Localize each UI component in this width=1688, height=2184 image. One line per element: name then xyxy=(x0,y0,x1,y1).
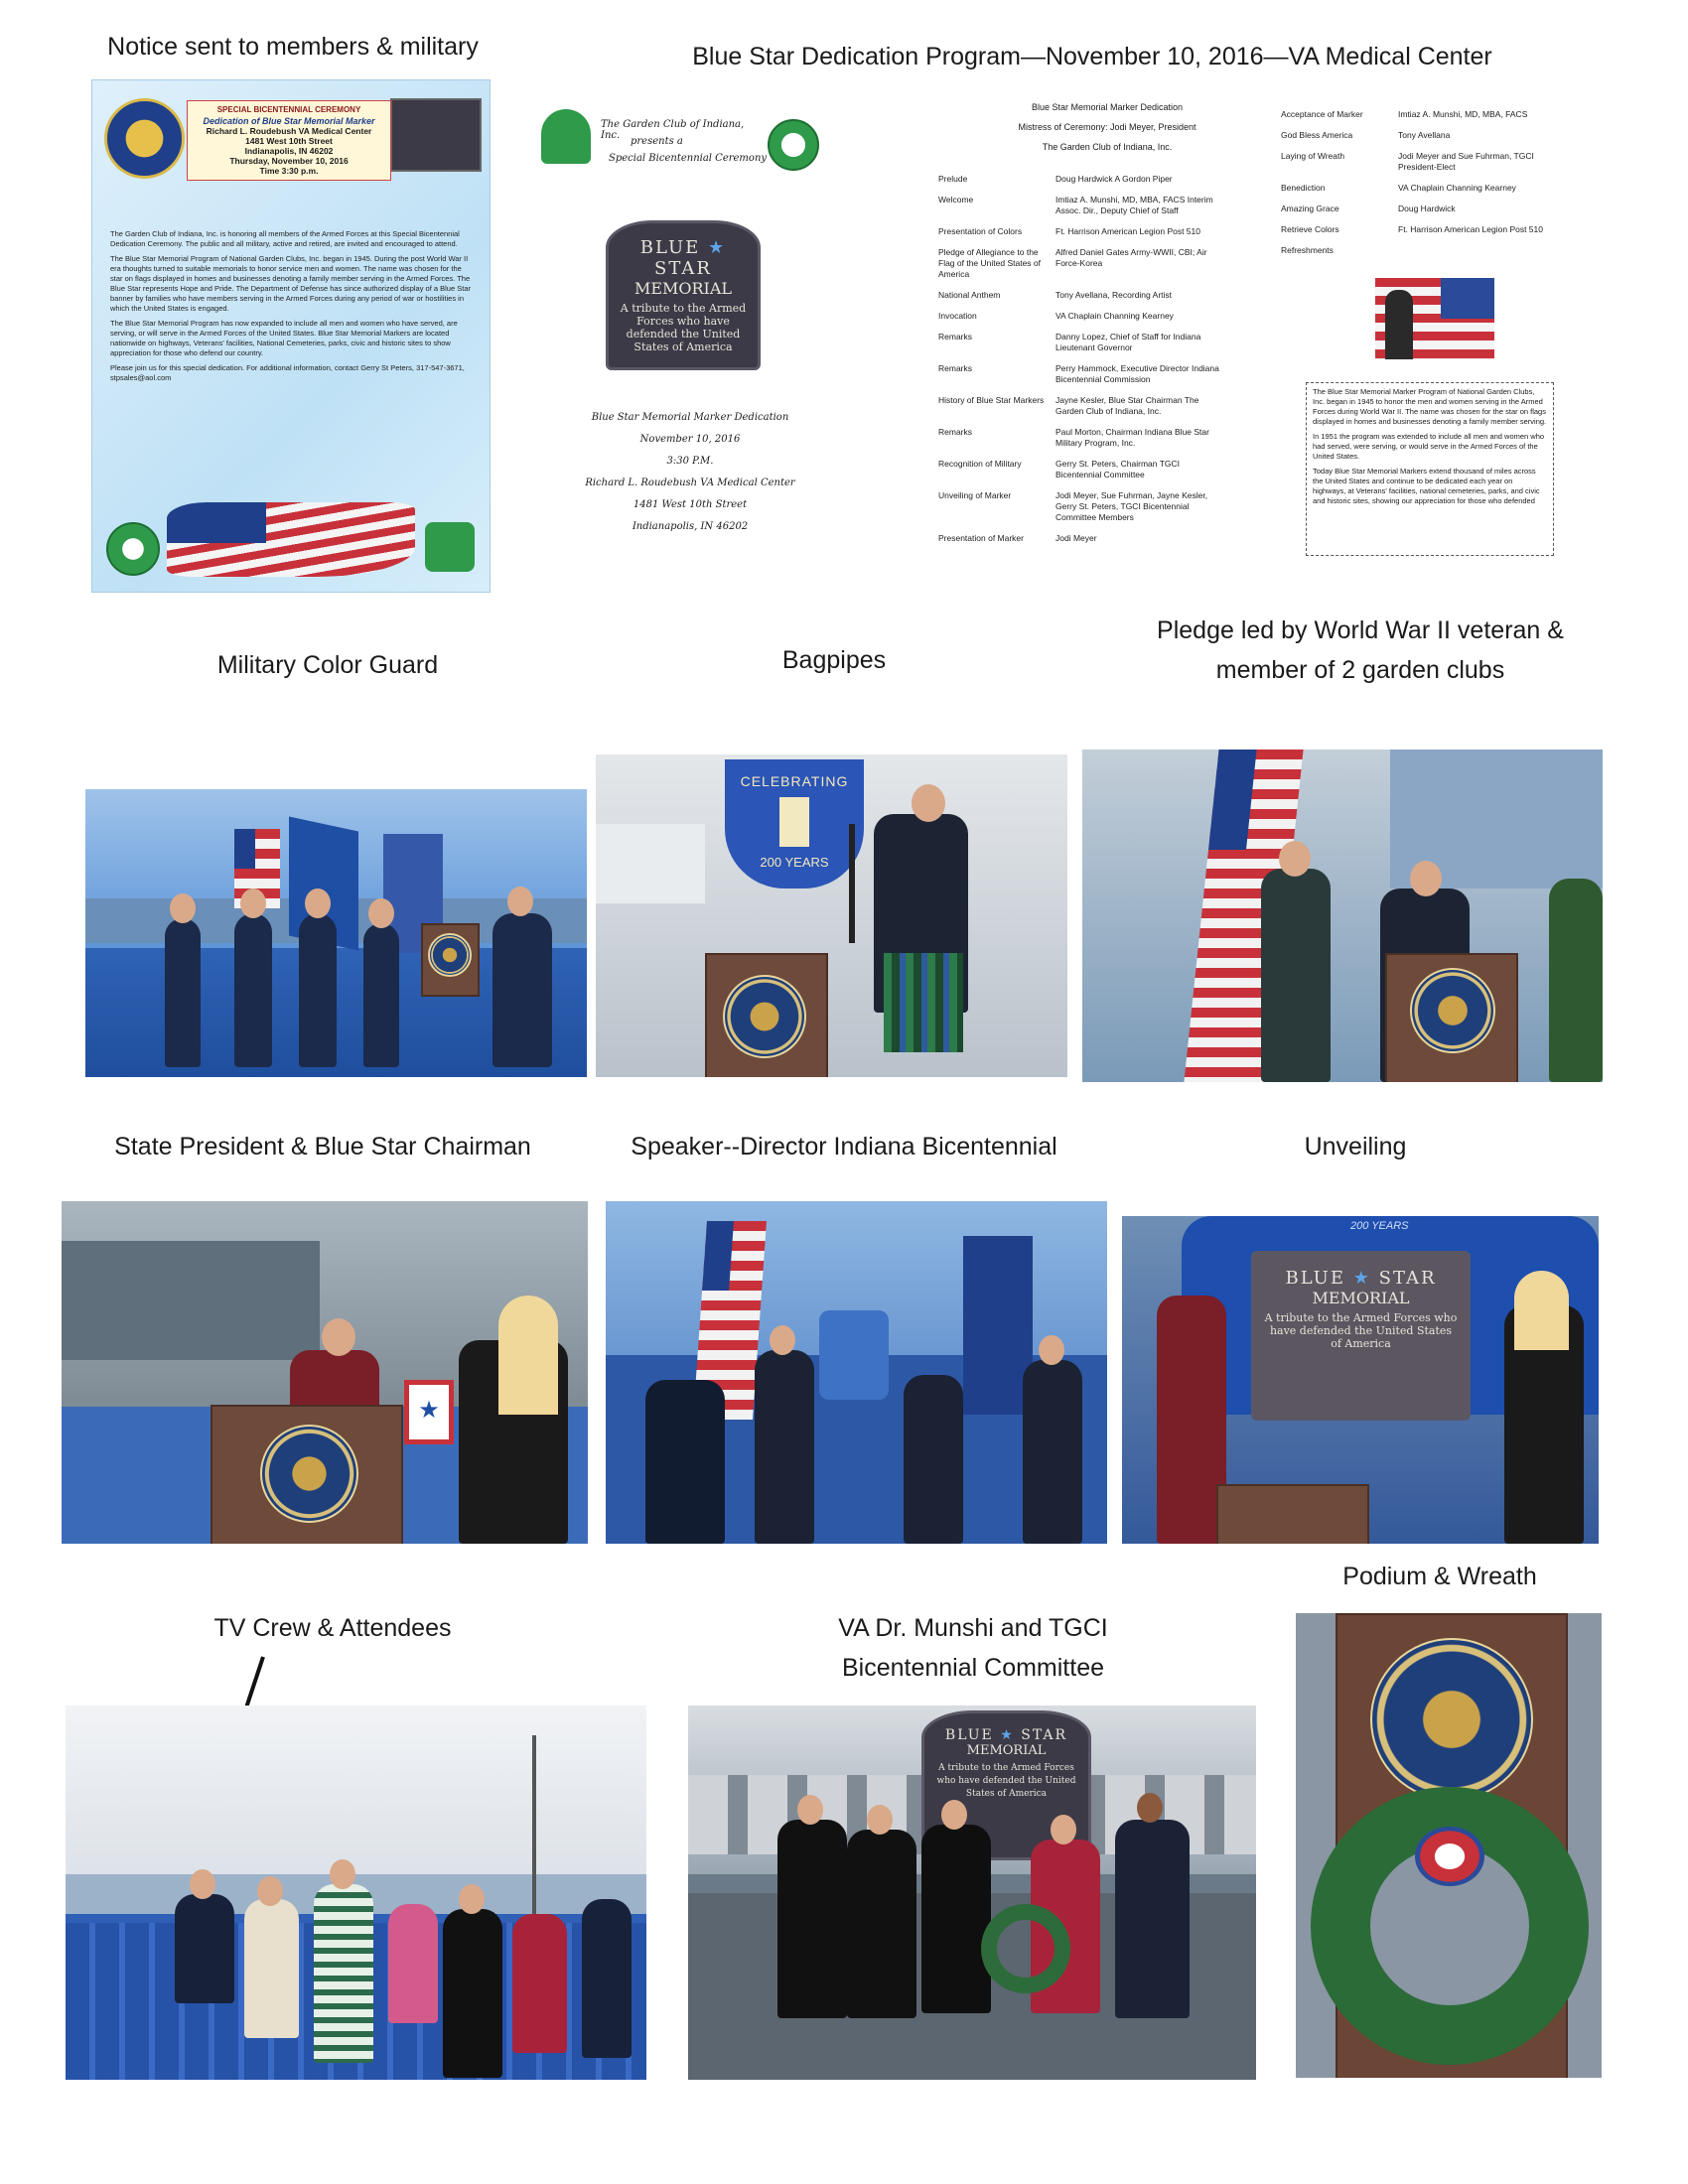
caption-program: Blue Star Dedication Program—November 10, 2016—VA Medical Center xyxy=(692,43,1492,70)
program-cover xyxy=(541,99,839,566)
program-participant: Jodi Meyer and Sue Fuhrman, TGCI President-Elect xyxy=(1398,151,1534,172)
cover-presents: presents a xyxy=(631,136,683,147)
caption-notice: Notice sent to members & military xyxy=(107,33,479,61)
program-row xyxy=(938,290,1236,301)
program-row xyxy=(1281,224,1579,235)
cover-marker-word2: STAR xyxy=(654,258,712,279)
caption-bagpipes: Bagpipes xyxy=(781,646,887,674)
program-row xyxy=(1281,130,1579,141)
munshi-marker-text: A tribute to the Armed Forces who have defended the United States of America xyxy=(936,1763,1076,1799)
program-item: Welcome xyxy=(938,195,974,205)
flag-banner-icon xyxy=(167,502,415,577)
program-participant: Jodi Meyer xyxy=(1055,533,1097,543)
program-item: God Bless America xyxy=(1281,130,1353,140)
program-head xyxy=(963,97,1251,157)
cover-line-1: Blue Star Memorial Marker Dedication xyxy=(591,412,789,423)
ngc-dove-icon xyxy=(768,119,819,171)
caption-tv-crew: TV Crew & Attendees xyxy=(213,1614,452,1642)
program-item: Amazing Grace xyxy=(1281,204,1339,213)
photo-unveiling xyxy=(1122,1216,1599,1544)
unveil-marker-word2: STAR xyxy=(1378,1268,1437,1289)
program-participant: VA Chaplain Channing Kearney xyxy=(1398,183,1516,193)
garden-club-clover-icon xyxy=(541,109,591,164)
history-para-2: In 1951 the program was extended to include all men and women who had served, were serving, or would serve in the Armed Forces of the United States. xyxy=(1313,432,1545,461)
program-row xyxy=(938,247,1236,280)
photo-color-guard xyxy=(85,789,587,1077)
cover-line-3: 3:30 P.M. xyxy=(666,456,714,467)
star-icon: ★ xyxy=(1352,1268,1371,1289)
caption-president: State President & Blue Star Chairman xyxy=(114,1133,531,1160)
notice-time: Time 3:30 p.m. xyxy=(259,166,319,176)
program-item: Remarks xyxy=(938,363,973,373)
ngc-logo-icon xyxy=(425,522,475,572)
caption-pledge: Pledge led by World War II veteran & member of 2 garden clubs xyxy=(1157,616,1564,684)
bicentennial-banner xyxy=(725,759,864,888)
program-participant: Doug Hardwick A Gordon Piper xyxy=(1055,174,1173,184)
program-participant: Paul Morton, Chairman Indiana Blue Star Military Program, Inc. xyxy=(1055,427,1209,448)
photo-munshi xyxy=(688,1706,1256,2080)
program-item: Remarks xyxy=(938,332,973,341)
caption-munshi: VA Dr. Munshi and TGCI Bicentennial Committee xyxy=(838,1614,1108,1682)
program-row xyxy=(938,311,1236,322)
history-para-3: Today Blue Star Memorial Markers extend thousand of miles across the United States and continue to be dedicated each year on highways, at Veterans' facilities, national cemeteries, parks, and civic and historic sites, showing our appreciation for those who defended xyxy=(1313,467,1540,505)
photo-president xyxy=(62,1201,588,1544)
notice-title: Dedication of Blue Star Memorial Marker xyxy=(203,116,375,126)
notice-header-box xyxy=(187,100,391,181)
program-row xyxy=(1281,109,1579,120)
program-item: Presentation of Marker xyxy=(938,533,1024,543)
program-row xyxy=(938,226,1236,237)
program-head-title: Blue Star Memorial Marker Dedication xyxy=(1031,102,1184,112)
cover-line-4: Richard L. Roudebush VA Medical Center xyxy=(585,478,795,488)
cover-marker-image xyxy=(606,220,761,370)
program-row xyxy=(938,174,1236,185)
program-row xyxy=(1281,245,1579,256)
photo-speaker xyxy=(606,1201,1107,1544)
program-item: Unveiling of Marker xyxy=(938,490,1012,500)
program-participant: Alfred Daniel Gates Army-WWII, CBI; Air Force-Korea xyxy=(1055,247,1207,268)
program-item: Recognition of Military xyxy=(938,459,1022,469)
unveil-marker-word3: MEMORIAL xyxy=(1312,1289,1410,1307)
program-item: Benediction xyxy=(1281,183,1326,193)
history-para-1: The Blue Star Memorial Marker Program of National Garden Clubs, Inc. began in 1945 to honor the men and women serving in the Armed Forces during World War II. The name was chosen for the star on flags displayed in homes and businesses denoting a family member serving. xyxy=(1313,387,1547,426)
cover-line-6: Indianapolis, IN 46202 xyxy=(632,521,749,532)
indiana-seal-icon xyxy=(104,98,185,179)
notice-para-3: The Blue Star Memorial Program has now expanded to include all men and women who have served, are serving, or will serve in the Armed Forces of the United States. Blue Star Memorial Markers are located nationwide on highways, Veterans' facilities, National Cemeteries, parks, civic and historic sites to show appreciation for those who defend our country. xyxy=(110,319,458,357)
program-participant: Gerry St. Peters, Chairman TGCI Bicentennial Committee xyxy=(1055,459,1181,479)
program-item: Laying of Wreath xyxy=(1281,151,1345,161)
unveil-marker-word1: BLUE xyxy=(1285,1268,1345,1289)
munshi-marker-word1: BLUE xyxy=(944,1727,994,1743)
soldier-flag-image xyxy=(1375,278,1494,359)
program-participant: Doug Hardwick xyxy=(1398,204,1456,213)
notice-para-2: The Blue Star Memorial Program of National Garden Clubs, Inc. began in 1945. During the post World War II era thoughts turned to suitable memorials to honor service men and women. The name was chosen for the star on flags displayed in homes and businesses denoting a family member serving in the Armed Forces. The Blue Star represents Hope and Pride. The Department of Defense has since authorized display of a Blue Star banner by families who have members serving in the Armed Forces during any period of war or hostilities in which the United States is engaged. xyxy=(110,254,471,313)
program-head-club: The Garden Club of Indiana, Inc. xyxy=(1042,142,1173,152)
caption-podium: Podium & Wreath xyxy=(1342,1563,1537,1590)
program-participant: Imtiaz A. Munshi, MD, MBA, FACS xyxy=(1398,109,1528,119)
program-participant: Jayne Kesler, Blue Star Chairman The Garden Club of Indiana, Inc. xyxy=(1055,395,1199,416)
program-participant: Jodi Meyer, Sue Fuhrman, Jayne Kesler, Gerry St. Peters, TGCI Bicentennial Committee Members xyxy=(1055,490,1208,522)
program-item: National Anthem xyxy=(938,290,1001,300)
unveil-cover-text: 200 YEARS xyxy=(1350,1220,1409,1232)
notice-para-1: The Garden Club of Indiana, Inc. is honoring all members of the Armed Forces at this Special Bicentennial Dedication Ceremony. The public and all military, active and retired, are invited and encouraged to attend. xyxy=(110,229,460,248)
program-participant: Tony Avellana xyxy=(1398,130,1451,140)
notice-city: Indianapolis, IN 46202 xyxy=(244,146,334,156)
program-participant: Ft. Harrison American Legion Post 510 xyxy=(1398,224,1543,234)
program-row xyxy=(938,427,1236,449)
program-row xyxy=(1281,204,1579,214)
program-participant: Imtiaz A. Munshi, MD, MBA, FACS Interim Assoc. Dir., Deputy Chief of Staff xyxy=(1055,195,1213,215)
cover-marker-text: A tribute to the Armed Forces who have defended the United States of America xyxy=(620,302,747,353)
photo-pledge xyxy=(1082,750,1603,1082)
photo-podium-wreath xyxy=(1296,1613,1602,2078)
program-row xyxy=(1281,151,1579,173)
program-item: Invocation xyxy=(938,311,977,321)
history-box xyxy=(1306,382,1554,556)
photo-tv-crew xyxy=(66,1706,646,2080)
notice-location: Richard L. Roudebush VA Medical Center xyxy=(206,126,372,136)
program-item: Retrieve Colors xyxy=(1281,224,1339,234)
munshi-marker-word3: MEMORIAL xyxy=(966,1743,1047,1758)
star-icon: ★ xyxy=(708,237,727,258)
program-participant: Ft. Harrison American Legion Post 510 xyxy=(1055,226,1200,236)
wreath-bow-icon xyxy=(1415,1827,1484,1886)
star-icon: ★ xyxy=(1000,1727,1015,1743)
banner-years: 200 YEARS xyxy=(760,855,829,870)
unveil-marker-text: A tribute to the Armed Forces who have defended the United States of America xyxy=(1264,1311,1458,1350)
cover-club: The Garden Club of Indiana, Inc. xyxy=(601,119,745,141)
program-item: Prelude xyxy=(938,174,968,184)
program-row xyxy=(938,490,1236,523)
program-participant: VA Chaplain Channing Kearney xyxy=(1055,311,1174,321)
program-row xyxy=(938,395,1236,417)
notice-header: SPECIAL BICENTENNIAL CEREMONY xyxy=(216,105,361,114)
notice-flyer xyxy=(91,79,491,593)
program-participant xyxy=(1398,245,1562,256)
program-head-mistress: Mistress of Ceremony: Jodi Meyer, President xyxy=(1018,122,1196,132)
caption-unveiling: Unveiling xyxy=(1304,1133,1407,1160)
program-item: History of Blue Star Markers xyxy=(938,395,1045,405)
cover-line-5: 1481 West 10th Street xyxy=(633,499,748,510)
program-item: Presentation of Colors xyxy=(938,226,1023,236)
program-item: Refreshments xyxy=(1281,245,1334,255)
program-item: Pledge of Allegiance to the Flag of the United States of America xyxy=(938,247,1042,279)
unveil-marker xyxy=(1251,1251,1471,1421)
cover-line-2: November 10, 2016 xyxy=(639,434,741,445)
program-row xyxy=(938,363,1236,385)
wreath-small-icon xyxy=(981,1904,1070,1993)
indiana-outline-icon xyxy=(779,797,809,847)
program-list-right xyxy=(1281,109,1579,266)
caption-color-guard: Military Color Guard xyxy=(216,651,439,679)
notice-marker-thumb xyxy=(390,98,482,172)
program-row xyxy=(1281,183,1579,194)
program-row xyxy=(938,195,1236,216)
caption-speaker: Speaker--Director Indiana Bicentennial xyxy=(631,1133,1057,1160)
program-item: Acceptance of Marker xyxy=(1281,109,1363,119)
banner-celebrating: CELEBRATING xyxy=(740,773,849,789)
program-item: Remarks xyxy=(938,427,973,437)
program-row xyxy=(938,533,1236,544)
garden-club-logo-icon xyxy=(106,522,160,576)
program-list-left xyxy=(938,174,1236,554)
blue-star-banner-icon: ★ xyxy=(404,1380,454,1444)
notice-date: Thursday, November 10, 2016 xyxy=(229,156,349,166)
program-participant: Danny Lopez, Chief of Staff for Indiana Lieutenant Governor xyxy=(1055,332,1201,352)
notice-para-4: Please join us for this special dedication. For additional information, contact Gerry St Peters, 317-547-3671, stpsales@aol.com xyxy=(110,363,465,382)
cover-ceremony: Special Bicentennial Ceremony xyxy=(609,153,768,164)
program-participant: Tony Avellana, Recording Artist xyxy=(1055,290,1173,300)
photo-bagpipes xyxy=(596,754,1067,1077)
cover-marker-word3: MEMORIAL xyxy=(633,279,733,298)
program-participant: Perry Hammock, Executive Director Indiana Bicentennial Commission xyxy=(1055,363,1219,384)
munshi-marker-word2: STAR xyxy=(1021,1727,1068,1743)
program-row xyxy=(938,459,1236,480)
program-row xyxy=(938,332,1236,353)
notice-street: 1481 West 10th Street xyxy=(245,136,333,146)
cover-marker-word1: BLUE xyxy=(639,237,701,258)
